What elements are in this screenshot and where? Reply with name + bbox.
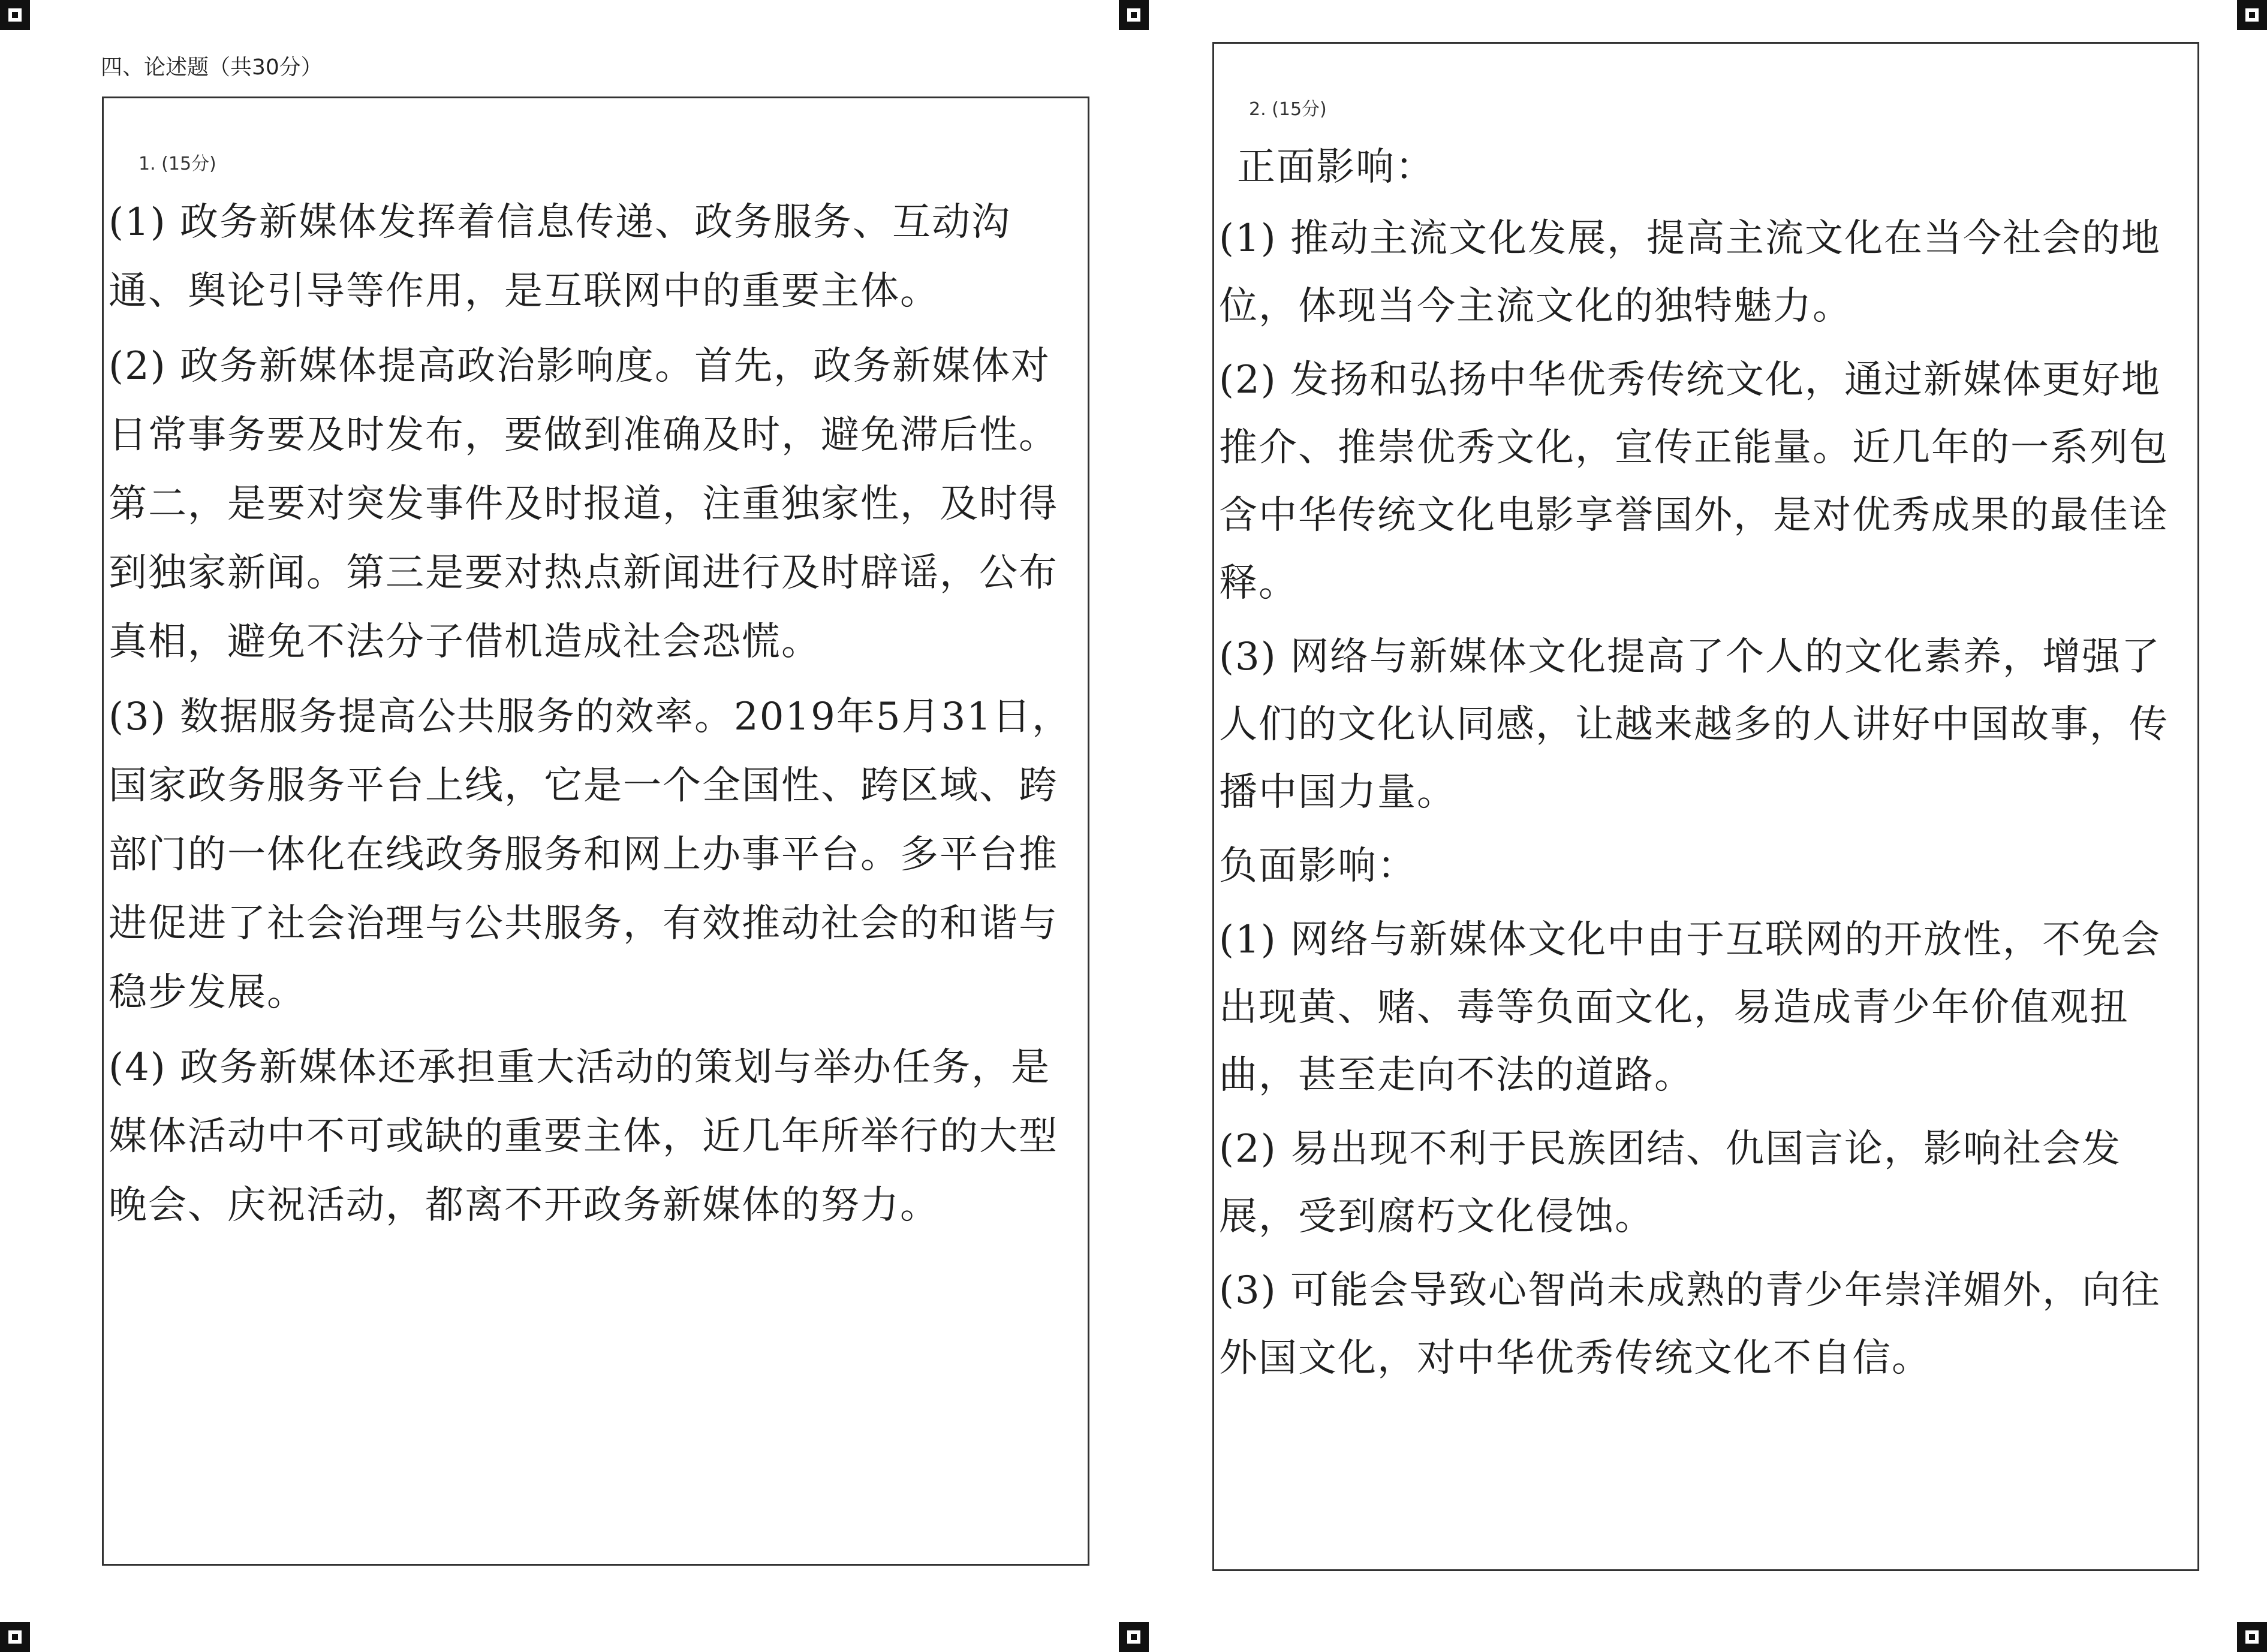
positive-impact-heading: 正面影响：	[1237, 145, 1435, 189]
registration-marker-top-right	[2237, 0, 2267, 30]
negative-point-3: (3) 可能会导致心智尚未成熟的青少年崇洋媚外，向往外国文化，对中华优秀传统文化不自信。	[1219, 1268, 2161, 1380]
registration-marker-top-center	[1119, 0, 1149, 30]
section-title: 四、论述题（共30分）	[101, 55, 323, 80]
question-2-label: 2. (15分)	[1249, 99, 1327, 120]
positive-point-2: (2) 发扬和弘扬中华优秀传统文化，通过新媒体更好地推介、推崇优秀文化，宣传正能量。近几年的一系列包含中华传统文化电影享誉国外，是对优秀成果的最佳诠释。	[1219, 358, 2169, 605]
answer-1-paragraph-3: (3) 数据服务提高公共服务的效率。2019年5月31日，国家政务服务平台上线，它是一个全国性、跨区域、跨部门的一体化在线政务服务和网上办事平台。多平台推进促进了社会治理与公共服务，有效推动社会的和谐与稳步发展。	[109, 695, 1072, 1015]
answer-1-paragraph-1: (1) 政务新媒体发挥着信息传递、政务服务、互动沟通、舆论引导等作用，是互联网中的重要主体。	[109, 200, 1011, 313]
negative-impact-heading: 负面影响：	[1219, 844, 1417, 888]
registration-marker-bottom-left	[0, 1622, 30, 1652]
registration-marker-bottom-right	[2237, 1622, 2267, 1652]
positive-point-1: (1) 推动主流文化发展，提高主流文化在当今社会的地位，体现当今主流文化的独特魅力。	[1219, 216, 2161, 328]
negative-point-1: (1) 网络与新媒体文化中由于互联网的开放性，不免会出现黄、赌、毒等负面文化，易造成青少年价值观扭曲，甚至走向不法的道路。	[1219, 918, 2161, 1098]
answer-2-text	[1219, 134, 2185, 1398]
answer-1-paragraph-4: (4) 政务新媒体还承担重大活动的策划与举办任务，是媒体活动中不可或缺的重要主体，近几年所举行的大型晚会、庆祝活动，都离不开政务新媒体的努力。	[109, 1045, 1058, 1228]
negative-point-2: (2) 易出现不利于民族团结、仇国言论，影响社会发展，受到腐朽文化侵蚀。	[1219, 1127, 2121, 1239]
question-1-label: 1. (15分)	[139, 153, 216, 174]
answer-box-question-1	[102, 97, 1089, 1566]
registration-marker-top-left	[0, 0, 30, 30]
answer-1-text	[109, 188, 1076, 1246]
registration-marker-bottom-center	[1119, 1622, 1149, 1652]
answer-box-question-2	[1212, 42, 2199, 1571]
positive-point-3: (3) 网络与新媒体文化提高了个人的文化素养，增强了人们的文化认同感，让越来越多的人讲好中国故事，传播中国力量。	[1219, 635, 2169, 815]
answer-1-paragraph-2: (2) 政务新媒体提高政治影响度。首先，政务新媒体对日常事务要及时发布，要做到准确及时，避免滞后性。第二，是要对突发事件及时报道，注重独家性，及时得到独家新闻。第三是要对热点新闻进行及时辟谣，公布真相，避免不法分子借机造成社会恐慌。	[109, 344, 1058, 664]
